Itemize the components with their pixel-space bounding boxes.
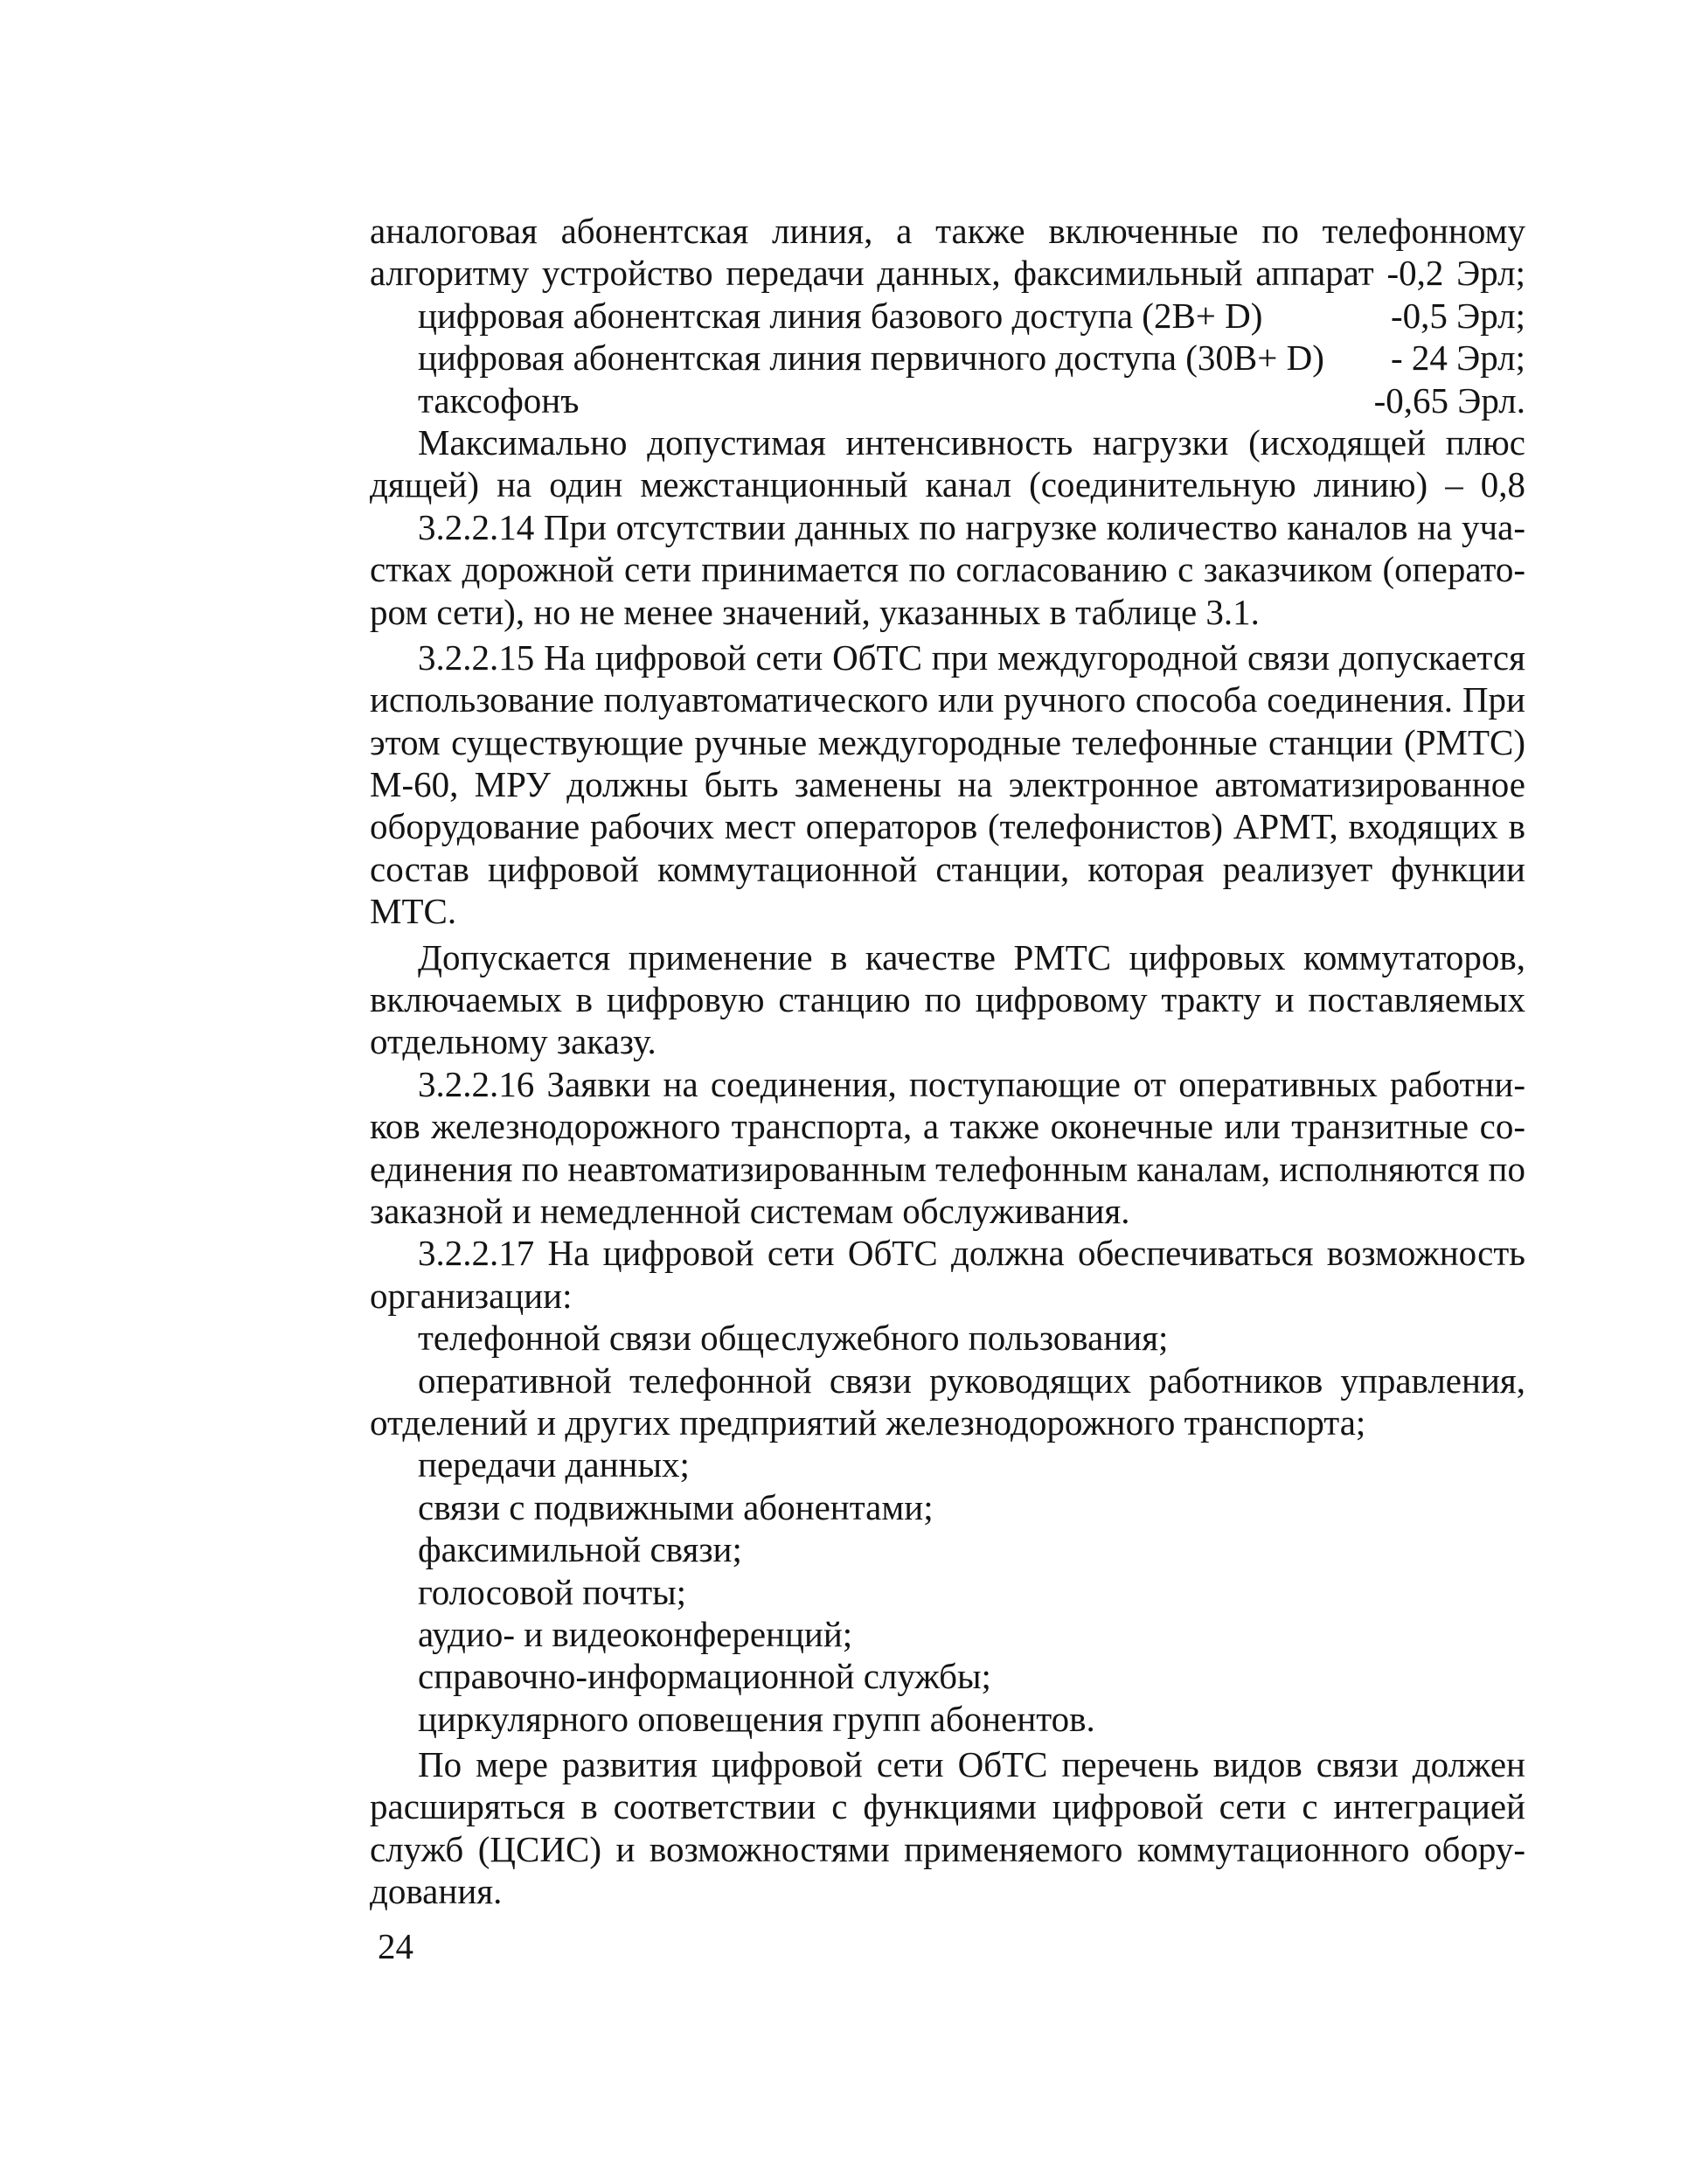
text-line: использование полуавтоматического или ручного способа соединения. При [370, 679, 1525, 720]
rate-label: цифровая абонентская линия первичного доступа (30B+ D) [418, 337, 1324, 379]
list-item: телефонной связи общеслужебного пользования; [418, 1318, 1169, 1359]
text-line: 3.2.2.17 На цифровой сети ОбТС должна обеспечиваться возможность [418, 1233, 1525, 1274]
text-line: единения по неавтоматизированным телефонным каналам, исполняются по [370, 1148, 1525, 1189]
text-line: алгоритму устройство передачи данных, факсимильный аппарат -0,2 Эрл; [370, 253, 1525, 294]
body-text [370, 210, 1525, 1913]
text-line: аналоговая абонентская линия, а также включенные по телефонному [370, 211, 1525, 251]
text-line: отдельному заказу. [370, 1021, 656, 1062]
text-line: этом существующие ручные междугородные телефонные станции (РМТС) [370, 721, 1525, 762]
list-item: передачи данных; [418, 1444, 690, 1485]
list-item: голосовой почты; [418, 1571, 687, 1612]
text-line: МТС. [370, 891, 457, 932]
text-line: 3.2.2.16 Заявки на соединения, поступающие от оперативных работни- [418, 1063, 1525, 1104]
text-line: Допускается применение в качестве РМТС цифровых коммутаторов, [418, 936, 1525, 977]
text-line: дящей) на один межстанционный канал (соединительную линию) – 0,8 [370, 464, 1525, 505]
text-line: состав цифровой коммутационной станции, которая реализует функции [370, 848, 1525, 889]
list-item: справочно-информационной службы; [418, 1656, 991, 1697]
rate-item-basic-access [370, 295, 1525, 337]
text-line: заказной и немедленной системам обслуживания. [370, 1190, 1130, 1231]
text-line: М-60, МРУ должны быть заменены на электронное автоматизированное [370, 764, 1525, 805]
text-line: ром сети), но не менее значений, указанных в таблице 3.1. [370, 591, 1260, 632]
text-line: Максимально допустимая интенсивность нагрузки (исходящей плюс [418, 421, 1525, 463]
list-item: циркулярного оповещения групп абонентов. [418, 1698, 1095, 1739]
text-line: По мере развития цифровой сети ОбТС перечень видов связи должен [418, 1744, 1525, 1785]
list-item: оперативной телефонной связи руководящих работников управления, [418, 1360, 1525, 1401]
text-line: оборудование рабочих мест операторов (телефонистов) АРМТ, входящих в [370, 806, 1525, 847]
list-item: аудио- и видеоконференций; [418, 1613, 853, 1654]
text-line: ков железнодорожного транспорта, а также оконечные или транзитные со- [370, 1106, 1525, 1147]
rate-label: таксофонъ [418, 379, 580, 421]
text-line: организации: [370, 1275, 573, 1316]
rate-value: -0,5 Эрл; [1390, 295, 1525, 336]
list-item-continuation: отделений и других предприятий железнодорожного транспорта; [370, 1402, 1366, 1443]
rate-item-primary-access [370, 337, 1525, 379]
rate-value: -0,65 Эрл. [1373, 379, 1525, 421]
text-line: 3.2.2.15 На цифровой сети ОбТС при междугородной связи допускается [418, 636, 1525, 678]
rate-label: цифровая абонентская линия базового доступа (2B+ D) [418, 295, 1263, 336]
text-line: дования. [370, 1871, 503, 1912]
text-line: 3.2.2.14 При отсутствии данных по нагрузке количество каналов на уча- [418, 506, 1525, 547]
text-line: включаемых в цифровую станцию по цифровому тракту и поставляемых [370, 979, 1525, 1020]
page-number: 24 [378, 1926, 413, 1966]
rate-item-payphone [370, 379, 1525, 421]
text-line: стках дорожной сети принимается по согласованию с заказчиком (операто- [370, 549, 1525, 590]
list-item: факсимильной связи; [418, 1529, 742, 1570]
list-item: связи с подвижными абонентами; [418, 1486, 934, 1527]
text-line: служб (ЦСИС) и возможностями применяемого коммутационного обору- [370, 1828, 1525, 1869]
rate-value: - 24 Эрл; [1390, 337, 1525, 379]
text-line: расширяться в соответствии с функциями цифровой сети с интеграцией [370, 1786, 1525, 1827]
